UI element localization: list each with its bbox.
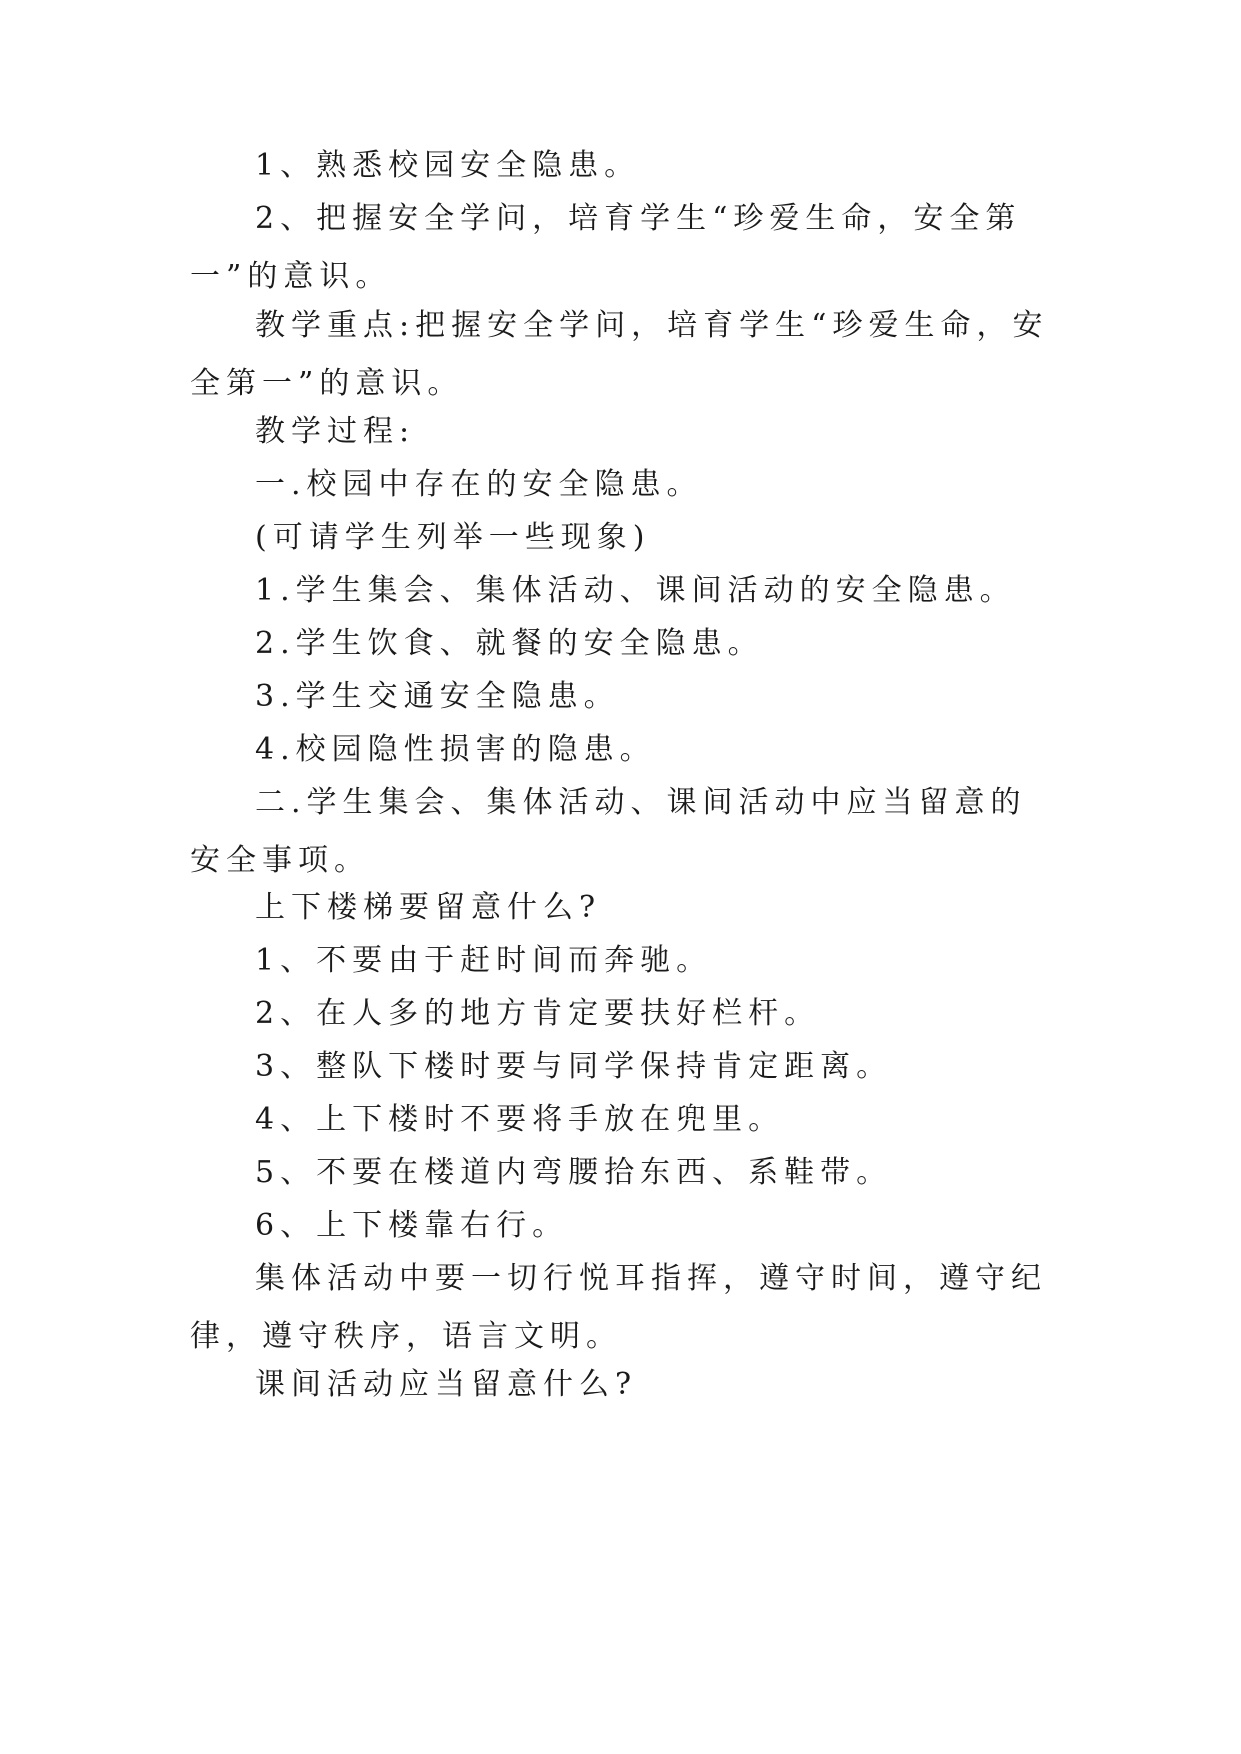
paragraph: 2、把握安全学问，培育学生“珍爱生命，安全第一”的意识。 xyxy=(190,201,1022,294)
paragraph: 1、熟悉校园安全隐患。 xyxy=(255,148,641,183)
paragraph: 6、上下楼靠右行。 xyxy=(255,1208,569,1243)
paragraph: 4.校园隐性损害的隐患。 xyxy=(255,732,656,767)
paragraph: 5、不要在楼道内弯腰拾东西、系鞋带。 xyxy=(255,1155,893,1190)
paragraph: 1.学生集会、集体活动、课间活动的安全隐患。 xyxy=(255,573,1016,608)
paragraph: 教学重点:把握安全学问，培育学生“珍爱生命，安全第一”的意识。 xyxy=(190,308,1049,401)
paragraph: 2.学生饮食、就餐的安全隐患。 xyxy=(255,626,764,661)
paragraph: 上下楼梯要留意什么? xyxy=(255,890,602,925)
paragraph: 一.校园中存在的安全隐患。 xyxy=(255,467,703,502)
paragraph: (可请学生列举一些现象) xyxy=(255,520,651,555)
paragraph: 二.学生集会、集体活动、课间活动中应当留意的安全事项。 xyxy=(190,785,1027,878)
paragraph: 1、不要由于赶时间而奔驰。 xyxy=(255,943,713,978)
paragraph: 2、在人多的地方肯定要扶好栏杆。 xyxy=(255,996,821,1031)
paragraph: 3.学生交通安全隐患。 xyxy=(255,679,620,714)
paragraph: 集体活动中要一切行悦耳指挥，遵守时间，遵守纪律，遵守秩序，语言文明。 xyxy=(190,1261,1047,1354)
paragraph: 3、整队下楼时要与同学保持肯定距离。 xyxy=(255,1049,893,1084)
paragraph: 课间活动应当留意什么? xyxy=(255,1367,638,1402)
paragraph: 4、上下楼时不要将手放在兜里。 xyxy=(255,1102,785,1137)
paragraph: 教学过程: xyxy=(255,414,416,449)
